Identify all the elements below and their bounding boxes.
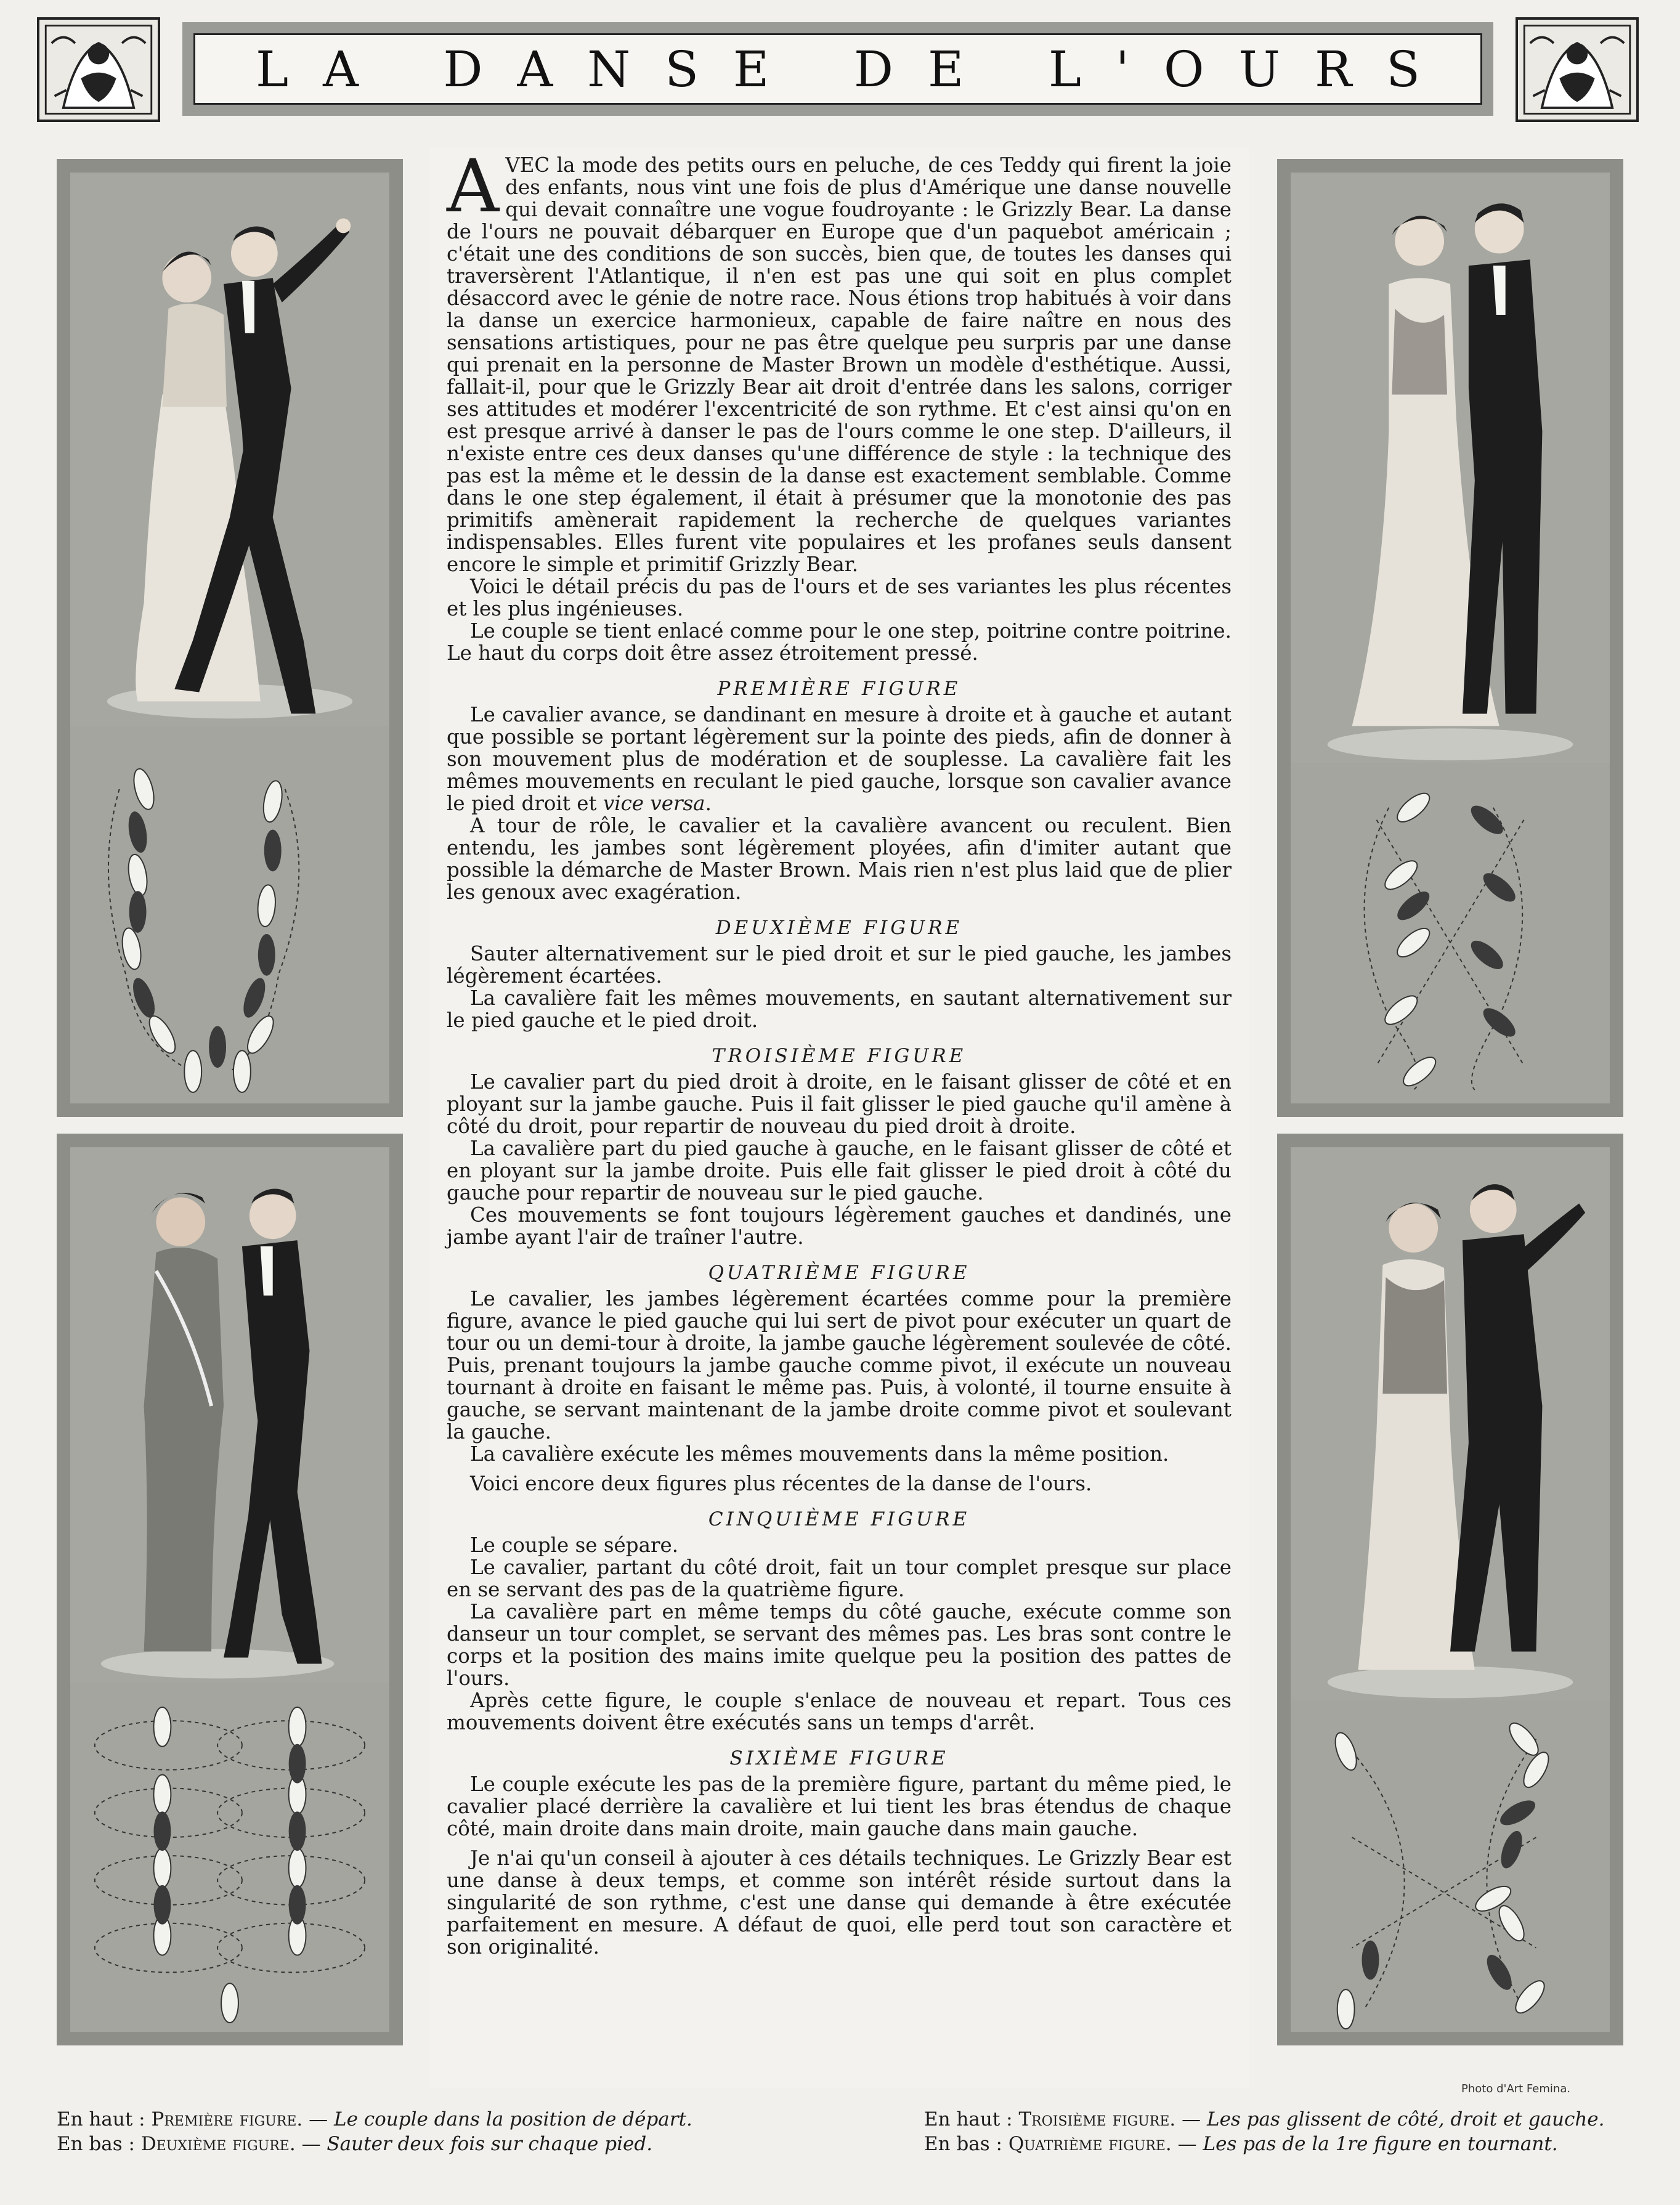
paragraph: Je n'ai qu'un conseil à ajouter à ces détails techniques. Le Grizzly Bear est une danse à deux temps, et comme son intérêt réside surtout dans la singularité de son rythme, c'est une danse qui demande à être exécutée parfaitement en mesure. A défaut de quoi, elle perd tout son caractère et son originalité. [447,1846,1232,1959]
paragraph: Sauter alternativement sur le pied droit et sur le pied gauche, les jambes légèrement écartées. [447,942,1232,988]
dancers-photo [70,173,389,727]
paragraph: Le cavalier, partant du côté droit, fait un tour complet presque sur place en se servant des pas de la quatrième figure. [447,1556,1232,1601]
ornament-icon [1518,20,1636,120]
article-column [429,144,1249,2089]
caption-line [57,2132,692,2156]
page-title: LA DANSE DE L'OURS [255,40,1455,98]
figure-heading-1: PREMIÈRE FIGURE [717,678,961,700]
photo-panel-right-top [1277,159,1623,1117]
paragraph: Le couple exécute les pas de la première figure, partant du même pied, le cavalier placé derrière la cavalière et lui tient les bras étendus de chaque côté, main droite dans main droite, main gauche dans main gauche. [447,1773,1232,1840]
caption-prefix: En haut : [57,2108,145,2130]
photo-credit: Photo d'Art Femina. [1461,2082,1571,2095]
caption-dash: — [309,2108,328,2130]
step-diagram-fourth-figure [1291,1714,1610,2032]
dancers-photo [1291,1147,1610,1702]
step-diagram-second-figure [70,1702,389,2032]
paragraph: Le couple se tient enlacé comme pour le one step, poitrine contre poitrine. Le haut du corps doit être assez étroitement pressé. [447,619,1232,665]
figure-heading-2: DEUXIÈME FIGURE [715,917,963,939]
caption-description: Les pas glissent de côté, droit et gauche. [1206,2108,1605,2130]
caption-label: Quatrième figure. [1008,2133,1172,2155]
paragraph: Voici encore deux figures plus récentes de la danse de l'ours. [470,1472,1092,1495]
paragraph: La cavalière exécute les mêmes mouvements dans la même position. [470,1442,1169,1466]
caption-label: Troisième figure. [1018,2108,1176,2130]
article-body [429,144,1249,1959]
caption-dash: — [301,2133,321,2155]
caption-left [57,2107,692,2156]
caption-right [924,2107,1605,2156]
caption-description: Les pas de la 1re figure en tournant. [1203,2133,1558,2155]
paragraph: Voici le détail précis du pas de l'ours et de ses variantes les plus récentes et les plus ingénieuses. [447,575,1232,620]
caption-line [924,2107,1605,2132]
caption-dash: — [1177,2133,1197,2155]
ornament-icon [39,20,158,120]
caption-line [924,2132,1605,2156]
paragraph: La cavalière part du pied gauche à gauche, en le faisant glisser de côté et en ployant sur la jambe droite. Puis elle fait glisser le pied droit à côté du gauche pour repartir de nouveau sur le pied gauche. [447,1137,1232,1204]
figure-heading-6: SIXIÈME FIGURE [729,1747,949,1769]
caption-line [57,2107,692,2132]
caption-prefix: En bas : [57,2133,135,2155]
paragraph [447,704,1232,814]
caption-prefix: En bas : [924,2133,1002,2155]
paragraph: La cavalière fait les mêmes mouvements, en sautant alternativement sur le pied gauche et le pied droit. [447,986,1232,1032]
paragraph: Ces mouvements se font toujours légèrement gauches et dandinés, une jambe ayant l'air de traîner l'autre. [447,1203,1232,1249]
photo-panel-right-bottom [1277,1134,1623,2045]
paragraph-text: . [705,792,712,815]
paragraph: A tour de rôle, le cavalier et la cavalière avancent ou reculent. Bien entendu, les jambes sont légèrement ployées, afin d'imiter autant que possible la démarche de Master Brown. Mais rien n'est plus laid que de plier les genoux avec exagération. [447,814,1232,904]
figure-heading-4: QUATRIÈME FIGURE [708,1262,970,1284]
caption-description: Sauter deux fois sur chaque pied. [327,2133,653,2155]
paragraph: Le cavalier, les jambes légèrement écartées comme pour la première figure, avance le pied gauche qui lui sert de pivot pour exécuter un quart de tour ou un demi-tour à droite, la jambe gauche légèrement soulevée de côté. Puis, prenant toujours la jambe gauche comme pivot, il exécute un nouveau tournant à droite en faisant le même pas. Puis, à volonté, il tourne ensuite à gauche, se servant maintenant de la jambe droite comme pivot et soulevant la gauche. [447,1287,1232,1444]
paragraph: Le cavalier part du pied droit à droite, en le faisant glisser de côté et en ployant sur la jambe gauche. Puis il fait glisser le pied gauche qu'il amène à côté du droit, pour repartir de nouveau du pied droit à droite. [447,1070,1232,1138]
masthead [37,17,1639,122]
photo-panel-left-top [57,159,403,1117]
intro-text: VEC la mode des petits ours en peluche, de ces Teddy qui firent la joie des enfants, nous vint une fois de plus d'Amérique une danse nouvelle qui devait connaître une vogue foudroyante : le Grizzly Bear. La danse de l'ours ne pouvait débarquer en Europe que d'un paquebot américain ; c'était une des conditions de son succès, bien que, de toutes les danses qui traversèrent l'Atlantique, il n'en est pas une qui soit en plus complet désaccord avec le génie de notre race. Nous étions trop habitués à voir dans la danse un exercice harmonieux, capable de faire naître en nous des sensations artistiques, pour ne pas être quelque peu surpris par une danse qui prenait en la personne de Master Brown un modèle d'esthétique. Aussi, fallait-il, pour que le Grizzly Bear ait droit d'entrée dans les salons, corriger ses attitudes et modérer l'excentricité de son rythme. Et c'est ainsi qu'on en est presque arrivé à danser le pas de l'ours comme le one step. D'ailleurs, il n'existe entre ces deux danses qu'une différence de style : la technique des pas est la même et le dessin de la danse est exactement semblable. Comme dans le one step également, il était à présumer que la monotonie des pas primitifs amènerait rapidement la recherche de quelques variantes indispensables. Elles furent vite populaires et les profanes seuls dansent encore le simple et primitif Grizzly Bear. [447,153,1232,576]
italic-text: vice versa [603,792,705,815]
article-intro [447,144,1232,576]
caption-description: Le couple dans la position de départ. [334,2108,692,2130]
figure-heading-3: TROISIÈME FIGURE [712,1045,967,1067]
dancers-photo [1291,173,1610,764]
caption-label: Première figure. [151,2108,303,2130]
paragraph: Après cette figure, le couple s'enlace de nouveau et repart. Tous ces mouvements doivent être exécutés sans un temps d'arrêt. [447,1689,1232,1734]
photo-panel-left-bottom [57,1134,403,2045]
dancers-photo [70,1147,389,1683]
decorative-vignette-left [37,17,160,122]
step-diagram-first-figure [70,752,389,1103]
paragraph-text: Le cavalier avance, se dandinant en mesure à droite et à gauche et autant que possible se portant légèrement sur la pointe des pieds, afin de donner à son mouvement plus de modération et de souplesse. La cavalière fait les mêmes mouvements en reculant le pied gauche, lorsque son cavalier avance le pied droit et [447,703,1232,815]
paragraph: Le couple se sépare. [470,1533,679,1557]
figure-heading-5: CINQUIÈME FIGURE [708,1508,970,1530]
caption-label: Deuxième figure. [140,2133,296,2155]
paragraph: La cavalière part en même temps du côté gauche, exécute comme son danseur un tour complet, se servant des mêmes pas. Les bras sont contre le corps et la position des mains imite quelque peu la position des pattes de l'ours. [447,1600,1232,1690]
drop-cap: A [447,144,500,229]
title-frame [193,33,1482,105]
decorative-vignette-right [1516,17,1639,122]
title-band [182,22,1493,116]
step-diagram-third-figure [1291,782,1610,1103]
caption-prefix: En haut : [924,2108,1013,2130]
caption-dash: — [1182,2108,1201,2130]
